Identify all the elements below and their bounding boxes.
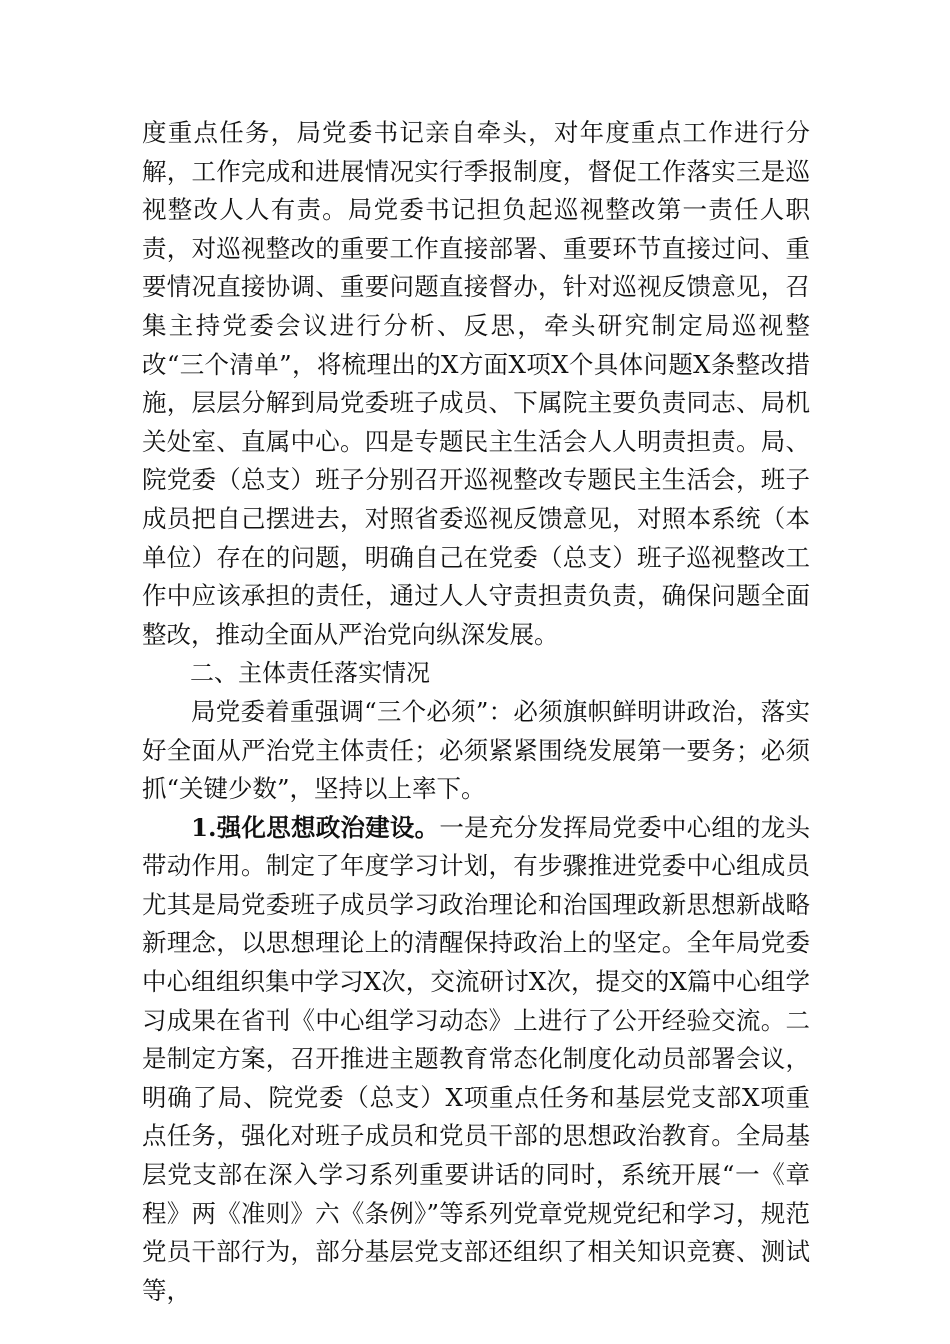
document-page [142, 114, 810, 1310]
paragraph-body-text: 一是充分发挥局党委中心组的龙头带动作用。制定了年度学习计划，有步骤推进党委中心组成员尤其是局党委班子成员学习政治理论和治国理政新思想新战略新理念，以思想理论上的清醒保持政治上的坚定。全年局党委中心组组织集中学习X次，交流研讨X次，提交的X篇中心组学习成果在省刊《中心组学习动态》上进行了公开经验交流。二是制定方案，召开推进主题教育常态化制度化动员部署会议，明确了局、院党委（总支）X项重点任务和基层党支部X项重点任务，强化对班子成员和党员干部的思想政治教育。全局基层党支部在深入学习系列重要讲话的同时，系统开展“一《章程》两《准则》六《条例》”等系列党章党规党纪和学习，规范党员干部行为，部分基层党支部还组织了相关知识竞赛、测试等， [142, 812, 811, 1305]
body-paragraph: 局党委着重强调“三个必须”：必须旗帜鲜明讲政治，落实好全面从严治党主体责任；必须紧紧围绕发展第一要务；必须抓“关键少数”，坚持以上率下。 [142, 696, 810, 804]
section-heading: 二、主体责任落实情况 [190, 659, 430, 688]
paragraph-lead-title: 1.强化思想政治建设。 [191, 812, 440, 842]
body-paragraph-continued: 度重点任务，局党委书记亲自牵头，对年度重点工作进行分解，工作完成和进展情况实行季报制度，督促工作落实三是巡视整改人人有责。局党委书记担负起巡视整改第一责任人职责，对巡视整改的重要工作直接部署、重要环节直接过问、重要情况直接协调、重要问题直接督办，针对巡视反馈意见，召集主持党委会议进行分析、反思，牵头研究制定局巡视整改“三个清单”，将梳理出的X方面X项X个具体问题X条整改措施，层层分解到局党委班子成员、下属院主要负责同志、局机关处室、直属中心。四是专题民主生活会人人明责担责。局、院党委（总支）班子分别召开巡视整改专题民主生活会，班子成员把自己摆进去，对照省委巡视反馈意见，对照本系统（本单位）存在的问题，明确自己在党委（总支）班子巡视整改工作中应该承担的责任，通过人人守责担责负责，确保问题全面整改，推动全面从严治党向纵深发展。 [142, 118, 810, 649]
body-paragraph-numbered [142, 809, 810, 1311]
